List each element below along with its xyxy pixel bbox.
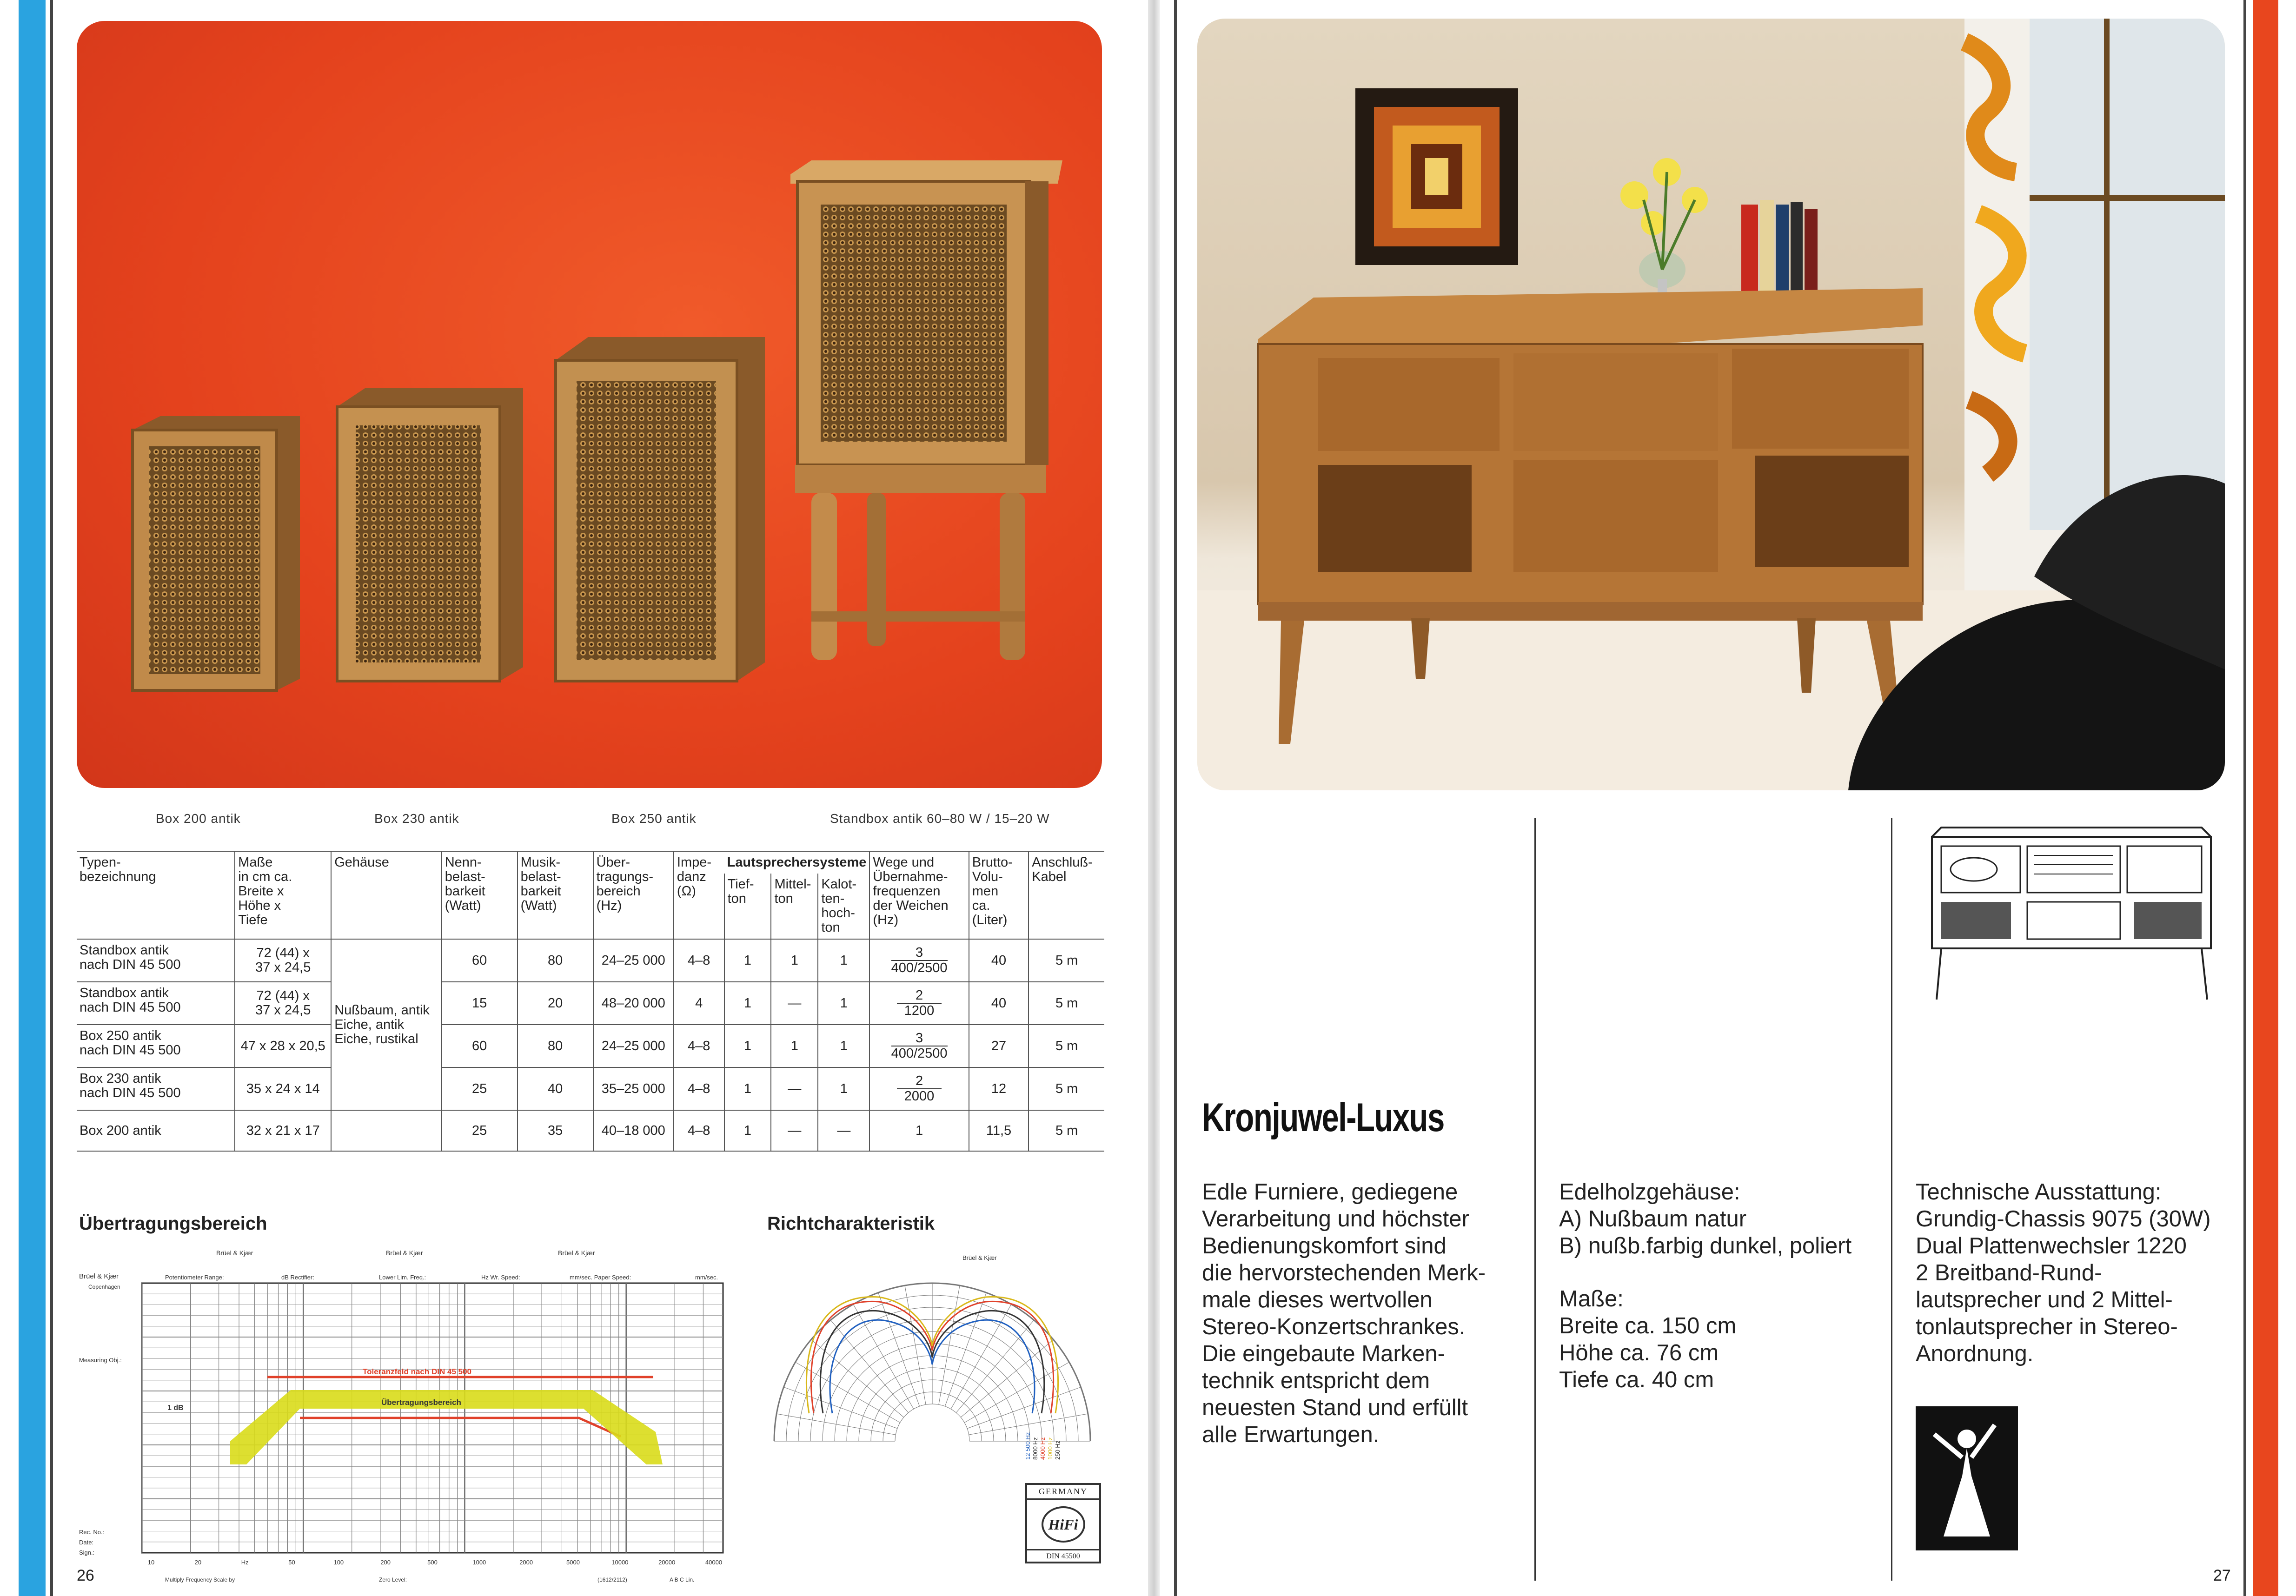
cabinet-line-drawing [1923, 818, 2220, 1004]
polar-spoke [830, 1320, 908, 1413]
wege-bottom: 400/2500 [891, 1046, 948, 1061]
freq-tick-label: 2000 [519, 1559, 533, 1566]
cell-mittel: — [771, 1110, 818, 1151]
cell-tief: 1 [724, 982, 771, 1025]
cell-masse: 72 (44) x 37 x 24,5 [235, 939, 331, 982]
range-label: Übertragungsbereich [381, 1398, 461, 1407]
polar-spoke [905, 1285, 926, 1404]
cell-typ: Box 230 antik nach DIN 45 500 [77, 1067, 235, 1110]
cell-brutto: 40 [969, 982, 1029, 1025]
cell-brutto: 27 [969, 1025, 1029, 1067]
hifi-badge-bottom: DIN 45500 [1027, 1549, 1099, 1561]
graph-hdr-0: Potentiometer Range: [165, 1274, 224, 1281]
cell-imp: 4–8 [674, 939, 724, 982]
cell-masse: 32 x 21 x 17 [235, 1110, 331, 1151]
column-divider-1 [1534, 818, 1536, 1581]
graph-city: Copenhagen [88, 1284, 120, 1290]
cell-typ: Box 200 antik [77, 1110, 235, 1151]
cell-musik: 20 [518, 982, 593, 1025]
polar-freq-4: 250 Hz [1054, 1440, 1061, 1460]
polar-brand: Brüel & Kjær [962, 1254, 997, 1261]
frequency-tick-labels [148, 1559, 722, 1566]
right-margin-line [1174, 0, 1177, 1596]
cell-wege [869, 982, 969, 1025]
graph-abc: A B C Lin. [670, 1576, 695, 1583]
right-page [1160, 0, 2296, 1596]
header-mittel: Mittel- ton [771, 874, 818, 939]
cell-wege [869, 1025, 969, 1067]
graph-rec-no: Rec. No.: [79, 1529, 105, 1536]
caption-box-200: Box 200 antik [156, 811, 241, 826]
cell-gehaeuse: Nußbaum, antik Eiche, antik Eiche, rustikal [331, 939, 441, 1110]
table-row [77, 982, 1104, 1025]
graph-hdr-5: mm/sec. [695, 1274, 718, 1281]
polar-freq-labels [1024, 1432, 1061, 1460]
spec-table [77, 851, 1104, 1152]
cell-kal: 1 [818, 982, 869, 1025]
dimensions-text: Maße: Breite ca. 150 cm Höhe ca. 76 cm Tiefe ca. 40 cm [1559, 1286, 1737, 1392]
cell-kabel: 5 m [1029, 1025, 1104, 1067]
book-spine [1148, 0, 1160, 1596]
freq-tick-label: 500 [427, 1559, 438, 1566]
graph-brand-1: Brüel & Kjær [216, 1249, 253, 1257]
cell-tief: 1 [724, 939, 771, 982]
cell-kabel: 5 m [1029, 982, 1104, 1025]
speaker-illustration [77, 21, 1102, 788]
wege-top: 3 [891, 946, 948, 961]
cell-bereich: 35–25 000 [593, 1067, 674, 1110]
cell-nenn: 60 [442, 1025, 518, 1067]
cell-nenn: 25 [442, 1110, 518, 1151]
graph-hdr-2: Lower Lim. Freq.: [379, 1274, 426, 1281]
header-kabel: Anschluß- Kabel [1029, 851, 1104, 939]
polar-spoke [784, 1387, 897, 1429]
cell-mittel: 1 [771, 939, 818, 982]
wall-art [1355, 88, 1518, 265]
description-text: Edle Furniere, gediegene Verarbeitung und höchster Bedienungskomfort sind die hervorstechenden Merk- male dieses wertvollen Stereo-Konzertschrankes. Die eingebaute Marken- technik entspricht dem neuesten Stand und erfüllt alle Erwartungen. [1202, 1179, 1486, 1447]
right-margin-line-outer [2243, 0, 2246, 1596]
left-blue-stripe [19, 0, 46, 1596]
product-title: Kronjuwel-Luxus [1202, 1095, 1444, 1140]
graph-hdr-1: dB Rectifier: [281, 1274, 314, 1281]
header-uebertragung: Über- tragungs- bereich (Hz) [593, 851, 674, 939]
cell-bereich: 24–25 000 [593, 1025, 674, 1067]
wege-bottom: 2000 [904, 1089, 935, 1104]
cell-masse: 47 x 28 x 20,5 [235, 1025, 331, 1067]
cell-wege [869, 939, 969, 982]
polar-freq-3: 1000 Hz [1047, 1437, 1054, 1460]
db-scale-label: 1 dB [167, 1404, 184, 1412]
polar-spoke [956, 1320, 1034, 1413]
freq-tick-label: 50 [288, 1559, 295, 1566]
header-nenn: Nenn- belast- barkeit (Watt) [442, 851, 518, 939]
graph-sign: Sign.: [79, 1549, 95, 1556]
left-margin-line [50, 0, 53, 1596]
header-brutto: Brutto- Volu- men ca. (Liter) [969, 851, 1029, 939]
graph-hdr-3: Hz Wr. Speed: [481, 1274, 520, 1281]
technical-text: Technische Ausstattung: Grundig-Chassis 9075 (30W) Dual Plattenwechsler 1220 2 Breitband-Rund- lautsprecher und 2 Mittel- tonlautsprecher in Stereo- Anordnung. [1916, 1179, 2211, 1366]
cell-imp: 4–8 [674, 1110, 724, 1151]
graph-bottom-left: Multiply Frequency Scale by [165, 1576, 235, 1583]
box-250-speaker [556, 337, 765, 681]
freq-tick-label: 1000 [472, 1559, 486, 1566]
graph-bottom-code: (1612/2112) [597, 1576, 627, 1583]
header-musik: Musik- belast- barkeit (Watt) [518, 851, 593, 939]
cell-typ: Standbox antik nach DIN 45 500 [77, 939, 235, 982]
wege-top: 2 [897, 988, 942, 1004]
header-tief: Tief- ton [724, 874, 771, 939]
polar-spoke [878, 1293, 920, 1406]
box-230-speaker [337, 388, 523, 681]
cell-kal: 1 [818, 939, 869, 982]
cell-mittel: — [771, 982, 818, 1025]
table-row [77, 1025, 1104, 1067]
right-page-number: 27 [2213, 1567, 2231, 1584]
freq-tick-label: 20 [194, 1559, 202, 1566]
table-row [77, 939, 1104, 982]
freq-tick-label: 100 [333, 1559, 344, 1566]
wege-bottom: 400/2500 [891, 960, 948, 975]
cell-mittel: — [771, 1067, 818, 1110]
section-richt-title: Richtcharakteristik [767, 1213, 935, 1234]
cell-mittel: 1 [771, 1025, 818, 1067]
cabinet-illustration [1197, 19, 2225, 790]
polar-directivity-chart [763, 1246, 1102, 1464]
flower-vase [1620, 158, 1708, 307]
cell-bereich: 40–18 000 [593, 1110, 674, 1151]
polar-spoke [969, 1414, 1088, 1435]
polar-ring [895, 1404, 969, 1441]
cell-tief: 1 [724, 1110, 771, 1151]
cell-kabel: 5 m [1029, 939, 1104, 982]
header-typ: Typen- bezeichnung [77, 851, 235, 939]
cell-kal: 1 [818, 1025, 869, 1067]
freq-tick-label: 10000 [611, 1559, 629, 1566]
cell-masse: 72 (44) x 37 x 24,5 [235, 982, 331, 1025]
hifi-badge-middle: HiFi [1048, 1516, 1078, 1533]
graph-brand-left: Brüel & Kjær [79, 1272, 119, 1280]
freq-tick-label: 200 [380, 1559, 391, 1566]
tolerance-bottom-line [300, 1418, 621, 1437]
wege-bottom: 1200 [904, 1003, 935, 1018]
cell-typ: Standbox antik nach DIN 45 500 [77, 982, 235, 1025]
hifi-badge-top: GERMANY [1027, 1485, 1099, 1500]
cell-tief: 1 [724, 1025, 771, 1067]
polar-freq-1: 8000 Hz [1032, 1437, 1039, 1460]
right-red-stripe [2253, 0, 2278, 1596]
caption-standbox: Standbox antik 60–80 W / 15–20 W [830, 811, 1050, 826]
cell-nenn: 25 [442, 1067, 518, 1110]
freq-tick-label: 40000 [705, 1559, 723, 1566]
cell-brutto: 11,5 [969, 1110, 1029, 1151]
cell-kal: — [818, 1110, 869, 1151]
cell-gehaeuse-empty [331, 1110, 441, 1151]
cell-brutto: 12 [969, 1067, 1029, 1110]
header-kalotte: Kalot- ten- hoch- ton [818, 874, 869, 939]
cell-imp: 4 [674, 982, 724, 1025]
cell-masse: 35 x 24 x 14 [235, 1067, 331, 1110]
cell-bereich: 48–20 000 [593, 982, 674, 1025]
cell-musik: 40 [518, 1067, 593, 1110]
frequency-response-graph [77, 1237, 756, 1590]
box-200-speaker [133, 416, 300, 690]
polar-spoke [776, 1414, 896, 1435]
wege-top: 2 [897, 1074, 942, 1089]
cell-musik: 80 [518, 939, 593, 982]
polar-spoke [939, 1285, 960, 1404]
freq-tick-label: 5000 [566, 1559, 580, 1566]
header-wege: Wege und Übernahme- frequenzen der Weichen (Hz) [869, 851, 969, 939]
polar-spoke [967, 1387, 1081, 1429]
graph-measuring-obj: Measuring Obj.: [79, 1357, 122, 1364]
caption-box-230: Box 230 antik [374, 811, 459, 826]
left-page-number: 26 [77, 1567, 94, 1584]
cell-wege [869, 1067, 969, 1110]
hifi-badge [1025, 1483, 1101, 1563]
housing-text: Edelholzgehäuse: A) Nußbaum natur B) nußb.farbig dunkel, poliert [1559, 1179, 1852, 1258]
graph-date: Date: [79, 1539, 94, 1546]
cell-kal: 1 [818, 1067, 869, 1110]
cell-kabel: 5 m [1029, 1110, 1104, 1151]
column-divider-2 [1891, 818, 1892, 1581]
freq-tick-label: 10 [147, 1559, 155, 1566]
freq-tick-label: 20000 [658, 1559, 676, 1566]
graph-hdr-4: mm/sec. Paper Speed: [570, 1274, 631, 1281]
header-gehaeuse: Gehäuse [331, 851, 441, 939]
cabinet-photo [1197, 19, 2225, 790]
header-impedanz: Impe- danz (Ω) [674, 851, 724, 939]
polar-freq-0: 12 500 Hz [1024, 1432, 1031, 1460]
cell-nenn: 60 [442, 939, 518, 982]
wege-top: 1 [915, 1123, 923, 1138]
cell-tief: 1 [724, 1067, 771, 1110]
header-lautsprecher: Lautsprechersysteme [724, 851, 870, 874]
cell-imp: 4–8 [674, 1025, 724, 1067]
polar-freq-2: 4000 Hz [1039, 1437, 1046, 1460]
cell-imp: 4–8 [674, 1067, 724, 1110]
tolerance-label: Toleranzfeld nach DIN 45 500 [363, 1367, 471, 1376]
cell-wege [869, 1110, 969, 1151]
section-uebertragung-title: Übertragungsbereich [79, 1213, 267, 1234]
speaker-photo [77, 21, 1102, 788]
table-row [77, 1067, 1104, 1110]
cell-brutto: 40 [969, 939, 1029, 982]
graph-brand-2: Brüel & Kjær [386, 1249, 423, 1257]
caption-box-250: Box 250 antik [611, 811, 697, 826]
table-row [77, 1110, 1104, 1151]
dancer-logo [1916, 1406, 2018, 1550]
wege-top: 3 [891, 1031, 948, 1046]
hifi-badge-logo [1042, 1506, 1085, 1543]
graph-brand-3: Brüel & Kjær [558, 1249, 595, 1257]
cell-typ: Box 250 antik nach DIN 45 500 [77, 1025, 235, 1067]
standbox-speaker [790, 160, 1062, 660]
cell-kabel: 5 m [1029, 1067, 1104, 1110]
cell-nenn: 15 [442, 982, 518, 1025]
header-masse: Maße in cm ca. Breite x Höhe x Tiefe [235, 851, 331, 939]
graph-bottom-mid: Zero Level: [379, 1576, 407, 1583]
cell-musik: 80 [518, 1025, 593, 1067]
cell-musik: 35 [518, 1110, 593, 1151]
freq-tick-label: Hz [241, 1559, 249, 1566]
cell-bereich: 24–25 000 [593, 939, 674, 982]
polar-spoke [945, 1293, 986, 1406]
